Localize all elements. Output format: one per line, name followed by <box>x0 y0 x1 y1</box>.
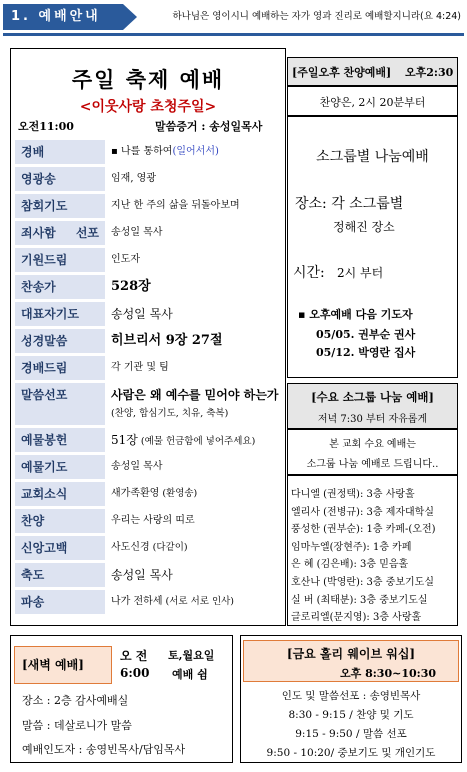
order-value-text: 인도자 <box>111 254 140 265</box>
main-service-preacher: 말씀증거 : 송성일목사 <box>155 120 263 133</box>
friday-line: 9:15 - 9:50 / 말씀 선포 <box>295 728 407 740</box>
order-value-text: 51장 <box>111 433 138 447</box>
order-value <box>105 383 278 425</box>
dawn-leaders: 예배인도자 : 송영빈목사/담임목사 <box>22 743 186 756</box>
order-value <box>105 509 195 533</box>
order-value <box>105 140 219 164</box>
friday-title: [금요 홀리 웨이브 워십] <box>286 647 416 661</box>
order-row <box>15 536 283 560</box>
order-value-text: 임재, 영광 <box>111 173 156 184</box>
order-row <box>15 356 283 380</box>
small-group-title: 소그룹별 나눔예배 <box>316 149 429 165</box>
dawn-title: [새벽 예배] <box>22 658 84 672</box>
order-value-note: (일어서서) <box>172 146 219 157</box>
dawn-time-a: 오 전 <box>120 649 148 663</box>
order-label: 예물봉헌 <box>15 428 105 452</box>
order-label: 대표자기도 <box>15 302 105 326</box>
order-row <box>15 590 283 614</box>
order-row <box>15 194 283 218</box>
friday-line: 9:50 - 10:20/ 중보기도 및 개인기도 <box>266 747 436 759</box>
order-row <box>15 455 283 479</box>
prayer-item: 05/12. 박영란 집사 <box>316 346 416 359</box>
friday-line: 인도 및 말씀선포 : 송영빈목사 <box>281 690 421 702</box>
order-value <box>105 329 223 353</box>
order-value <box>105 356 169 380</box>
order-value <box>105 428 255 452</box>
order-value-note: (찬양, 합심기도, 치유, 축복) <box>111 408 229 419</box>
order-value-text: 각 기관 및 팀 <box>111 362 169 373</box>
order-label: 경배드림 <box>15 356 105 380</box>
order-label: 참회기도 <box>15 194 105 218</box>
order-row <box>15 140 283 164</box>
order-value-text: 우리는 사랑의 띠로 <box>111 515 195 526</box>
order-value-text: 사도신경 <box>111 542 150 553</box>
order-value <box>105 455 162 479</box>
sunday-afternoon-time: 오후2:30 <box>405 66 454 79</box>
friday-time: 오후 8:30~10:30 <box>340 667 436 680</box>
wednesday-title: [수요 소그룹 나눔 예배] <box>311 390 434 404</box>
section-tab: 1. 예배안내 <box>3 4 123 30</box>
place-label: 장소: 각 소그룹별 <box>295 196 404 212</box>
order-label: 교회소식 <box>15 482 105 506</box>
order-label: 축도 <box>15 563 105 587</box>
order-value <box>105 275 151 299</box>
main-service-time: 오전11:00 <box>18 120 74 133</box>
dawn-word: 말씀 : 데살로니가 말씀 <box>22 719 132 732</box>
order-label: 기원드림 <box>15 248 105 272</box>
order-value-text: ▪ 나를 통하여 <box>111 146 173 157</box>
main-service-title: 주일 축제 예배 <box>71 68 225 92</box>
order-value-text: 송성일 목사 <box>111 227 163 238</box>
order-value-text: 히브리서 9장 27절 <box>111 333 223 348</box>
order-value-note: (예물 헌금함에 넣어주세요) <box>140 436 256 447</box>
order-label: 경배 <box>15 140 105 164</box>
order-row <box>15 563 283 587</box>
wednesday-note: 본 교회 수요 예배는 <box>329 439 416 450</box>
order-label: 예물기도 <box>15 455 105 479</box>
prayer-item: 05/05. 권부순 권사 <box>316 328 416 341</box>
order-label: 신앙고백 <box>15 536 105 560</box>
order-row <box>15 167 283 191</box>
dawn-time-b: 6:00 <box>120 666 150 680</box>
order-value <box>105 590 234 614</box>
order-value <box>105 563 173 587</box>
header-verse: 하나님은 영이시니 예배하는 자가 영과 진리로 예배할지니라(요 4:24) <box>172 11 461 22</box>
dawn-days-note: 예배 쉼 <box>172 668 208 681</box>
next-prayer-title: ▪ 오후예배 다음 기도자 <box>298 308 413 321</box>
dawn-place: 장소 : 2층 감사예배실 <box>22 694 129 707</box>
praise-time: 찬양은, 2시 20분부터 <box>319 96 426 109</box>
order-value-note: (다같이) <box>152 542 188 553</box>
order-row <box>15 275 283 299</box>
order-label: 파송 <box>15 590 105 614</box>
sunday-afternoon-title: [주일오후 찬양예배] <box>292 66 392 79</box>
order-label: 찬송가 <box>15 275 105 299</box>
wednesday-time: 저녁 7:30 부터 자유롭게 <box>317 414 428 425</box>
wednesday-group-item: 은 혜 (김은배): 3층 믿음홀 <box>291 559 409 571</box>
order-label: 영광송 <box>15 167 105 191</box>
wednesday-group-item: 다니엘 (권정택): 3층 사랑홀 <box>291 489 415 500</box>
order-value-text: 사람은 왜 예수를 믿어야 하는가 <box>111 388 279 402</box>
order-value-text: 송성일 목사 <box>111 307 173 321</box>
time-value: 2시 부터 <box>337 266 384 280</box>
order-value <box>105 221 162 245</box>
order-row <box>15 383 283 425</box>
order-value <box>105 194 240 218</box>
order-row <box>15 248 283 272</box>
order-value-text: 나가 전하세 <box>111 596 163 607</box>
order-value-text: 송성일 목사 <box>111 568 173 582</box>
order-row <box>15 329 283 353</box>
wednesday-group-item: 엘리사 (전병규): 3층 제자대학실 <box>291 506 434 518</box>
dawn-days: 토,월요일 <box>168 649 215 662</box>
main-service-subtitle: <이웃사랑 초청주일> <box>79 99 217 115</box>
order-value-text: 528장 <box>111 279 151 294</box>
tab-arrow-icon <box>123 4 137 30</box>
order-label: 찬양 <box>15 509 105 533</box>
wednesday-group-item: 글로리엘(문지영): 3층 사랑홀 <box>291 612 422 624</box>
place-line2: 정해진 장소 <box>333 220 395 234</box>
order-row <box>15 221 283 245</box>
order-label: 말씀선포 <box>15 383 105 425</box>
order-value <box>105 248 140 272</box>
order-label: 죄사함 선포 <box>15 221 105 245</box>
wednesday-group-item: 호산나 (박영란): 3층 중보기도실 <box>291 577 434 588</box>
wednesday-group-item: 실 버 (최태분): 3층 중보기도실 <box>291 594 428 606</box>
order-value <box>105 536 188 560</box>
order-row <box>15 302 283 326</box>
wednesday-group-item: 풍성한 (권부순): 1층 카페-(오전) <box>291 524 436 536</box>
order-value-text: 지난 한 주의 삶을 뒤돌아보며 <box>111 200 240 211</box>
friday-line: 8:30 - 9:15 / 찬양 및 기도 <box>288 709 414 721</box>
order-value <box>105 482 197 506</box>
order-value-note: (서로 서로 인사) <box>165 596 234 607</box>
order-row <box>15 428 283 452</box>
time-label: 시간: <box>293 265 325 281</box>
wednesday-group-item: 임마누엘(장현주): 1층 카페 <box>291 541 412 553</box>
order-value-text: 송성일 목사 <box>111 461 163 472</box>
order-row <box>15 509 283 533</box>
header-rule <box>3 33 464 36</box>
order-value <box>105 302 173 326</box>
order-row <box>15 482 283 506</box>
order-value <box>105 167 156 191</box>
order-value-note: (환영송) <box>162 488 198 499</box>
wednesday-note: 소그룹 나눔 예배로 드립니다.. <box>306 459 439 470</box>
order-value-text: 새가족환영 <box>111 488 160 499</box>
order-label: 성경말씀 <box>15 329 105 353</box>
